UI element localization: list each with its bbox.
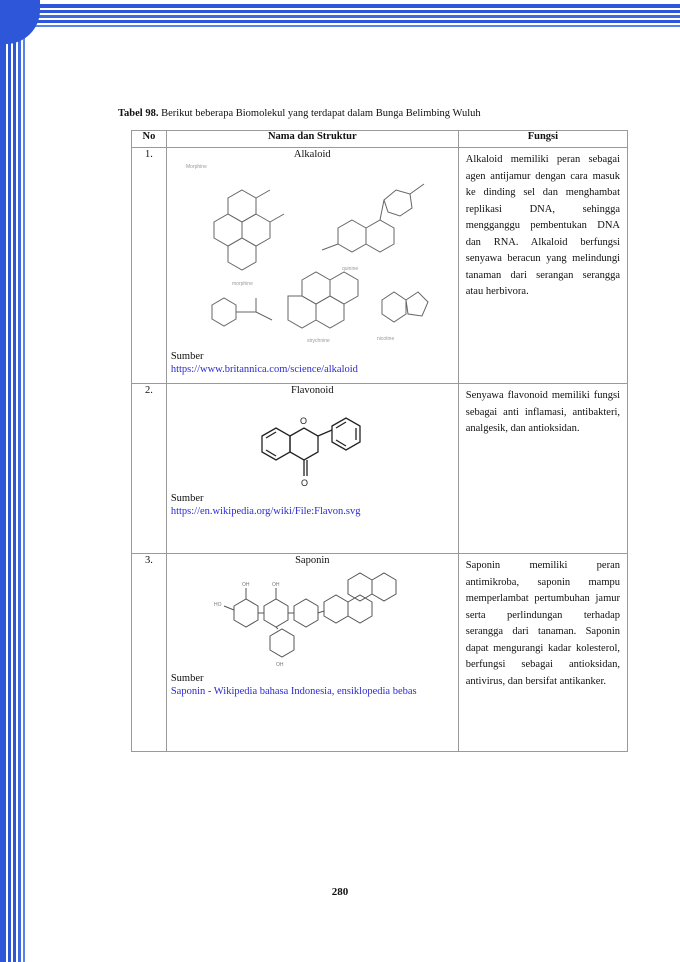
page-number: 280	[331, 886, 349, 898]
alkaloid-structures-image	[172, 160, 452, 350]
compound-name: Saponin	[295, 555, 330, 566]
function-text: Senyawa flavonoid memiliki fungsi sebagai anti inflamasi, antibakteri, analgesik, dan antioksidan.	[458, 384, 627, 554]
name-structure-cell	[166, 148, 458, 384]
svg-text:HO: HO	[214, 602, 222, 608]
header-function: Fungsi	[458, 131, 627, 148]
source-link[interactable]: Saponin - Wikipedia bahasa Indonesia, ensiklopedia bebas	[170, 686, 417, 697]
name-structure-cell	[166, 384, 458, 554]
svg-text:O: O	[301, 478, 309, 488]
biomolecule-table	[131, 130, 628, 752]
function-text: Alkaloid memiliki peran sebagai agen antijamur dengan cara masuk ke dinding sel dan menghambat replikasi DNA, sehingga mengganggu pembentukan DNA dan RNA. Alkaloid berfungsi senyawa beracun yang melindungi tanaman dari serangan serangga atau herbivora.	[458, 148, 627, 384]
svg-text:morphine: morphine	[232, 281, 254, 287]
compound-name: Alkaloid	[293, 149, 331, 160]
table-caption	[118, 108, 598, 119]
name-structure-cell	[166, 554, 458, 752]
svg-text:nicotine: nicotine	[377, 336, 395, 342]
caption-label: Tabel 98.	[118, 108, 159, 119]
svg-text:OH: OH	[276, 662, 284, 668]
source-link[interactable]: https://www.britannica.com/science/alkaloid	[170, 364, 358, 375]
table-row	[132, 384, 628, 554]
row-number: 1.	[132, 148, 167, 384]
header-no: No	[132, 131, 167, 148]
compound-name: Flavonoid	[290, 385, 334, 396]
svg-text:quinine: quinine	[342, 266, 359, 272]
table-row	[132, 148, 628, 384]
source-label: Sumber	[170, 493, 204, 504]
row-number: 2.	[132, 384, 167, 554]
header-name-structure: Nama dan Struktur	[166, 131, 458, 148]
flavone-structure-image	[242, 396, 382, 492]
saponin-structure-image	[212, 566, 412, 672]
caption-text: Berikut beberapa Biomolekul yang terdapat dalam Bunga Belimbing Wuluh	[161, 108, 481, 119]
svg-text:OH: OH	[272, 582, 280, 588]
svg-text:O: O	[300, 416, 308, 426]
function-text: Saponin memiliki peran antimikroba, saponin mampu memperlambat pertumbuhan jamur serta perlindungan terhadap serangga dari tanaman. Saponin dapat mengurangi kadar kolesterol, berfungsi sebagai antioksidan, antivirus, dan bersifat antikanker.	[458, 554, 627, 752]
source-link[interactable]: https://en.wikipedia.org/wiki/File:Flavon.svg	[170, 506, 361, 517]
table-row	[132, 554, 628, 752]
source-label: Sumber	[170, 673, 204, 684]
svg-text:Morphine: Morphine	[186, 164, 208, 170]
row-number: 3.	[132, 554, 167, 752]
table-header-row	[132, 131, 628, 148]
top-border-stripes	[0, 0, 680, 40]
svg-text:OH: OH	[242, 582, 250, 588]
source-label: Sumber	[170, 351, 204, 362]
svg-text:strychnine: strychnine	[307, 338, 331, 344]
left-border-stripes	[0, 0, 28, 962]
